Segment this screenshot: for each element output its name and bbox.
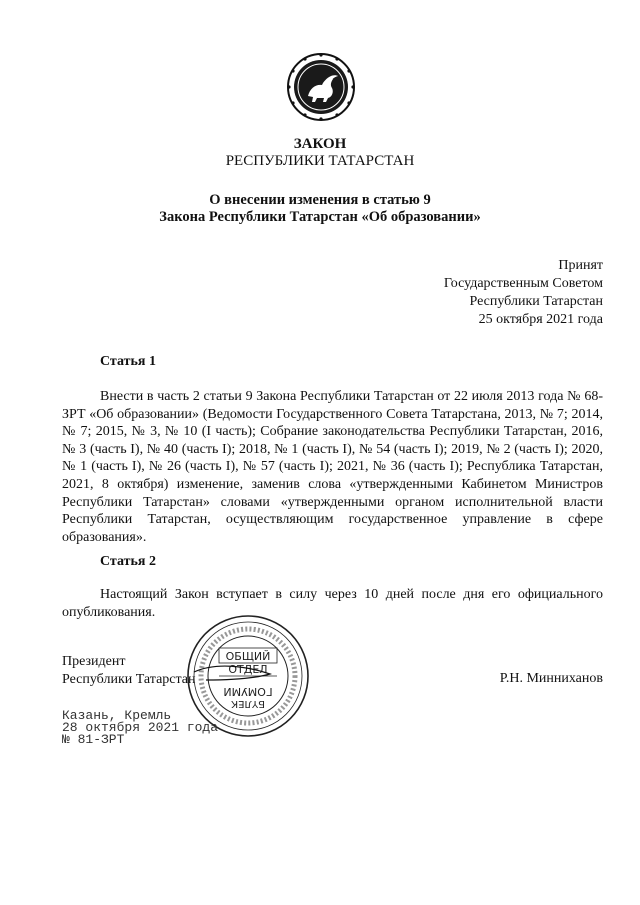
- adopted-line-3: Республики Татарстан: [469, 294, 603, 309]
- subject-line-2: Закона Республики Татарстан «Об образовании»: [159, 209, 481, 225]
- signatory-title-line-1: Президент: [62, 654, 126, 669]
- subject-line-1: О внесении изменения в статью 9: [209, 192, 431, 208]
- law-subject-title: [0, 192, 640, 226]
- document-type-heading: ЗАКОН: [293, 136, 347, 152]
- stamp-line-2: ОТДЕЛ: [228, 663, 268, 676]
- signatory-title-line-2: Республики Татарстан: [62, 672, 196, 687]
- law-number: № 81-ЗРТ: [62, 732, 125, 747]
- article-2-body: [62, 586, 603, 622]
- article-1-paragraph: Внести в часть 2 статьи 9 Закона Республики Татарстан от 22 июля 2013 года № 68-ЗРТ «Об образовании» (Ведомости Государственного Совета Татарстана, 2013, № 7; 2014, № 7; 2015, № 3, № 10 (I часть); Собрание законодательства Республики Татарстан, 2016, № 3 (часть I), № 40 (часть I); 2018, № 1 (часть I), № 54 (часть I); 2019, № 2 (часть I); 2020, № 1 (часть I), № 26 (часть I), № 57 (часть I); 2021, № 36 (часть I); Республика Татарстан, 2021, 8 октября) изменение, заменив слова «утвержденными Кабинетом Министров Республики Татарстан» словами «утвержденными органом исполнительной власти Республики Татарстан, осуществляющим государственное управление в сфере образования».: [62, 389, 603, 545]
- adopted-line-2: Государственным Советом: [443, 276, 603, 291]
- article-1-body: [62, 388, 603, 546]
- stamp-line-1: ОБЩИЙ: [225, 650, 271, 663]
- signing-date: 28 октября 2021 года: [62, 720, 219, 735]
- place-date-number: [62, 710, 218, 746]
- stamp-line-3: БҮЛЕК: [231, 698, 265, 709]
- jurisdiction-heading: РЕСПУБЛИКИ ТАТАРСТАН: [225, 153, 415, 169]
- signatory-name: Р.Н. Минниханов: [499, 671, 603, 686]
- adopted-line-1: Принят: [558, 258, 603, 273]
- tatarstan-coat-of-arms-icon: [286, 52, 356, 122]
- article-2-paragraph: Настоящий Закон вступает в силу через 10 дней после дня его официального опубликования.: [62, 587, 603, 620]
- signatory-title: [62, 653, 196, 689]
- stamp-line-4: ГОМУМИ: [223, 685, 273, 698]
- place: Казань, Кремль: [62, 708, 172, 723]
- article-1-heading: Статья 1: [100, 354, 156, 369]
- article-2-heading: Статья 2: [100, 554, 156, 569]
- adoption-block: [444, 257, 603, 329]
- adopted-date: 25 октября 2021 года: [478, 312, 603, 327]
